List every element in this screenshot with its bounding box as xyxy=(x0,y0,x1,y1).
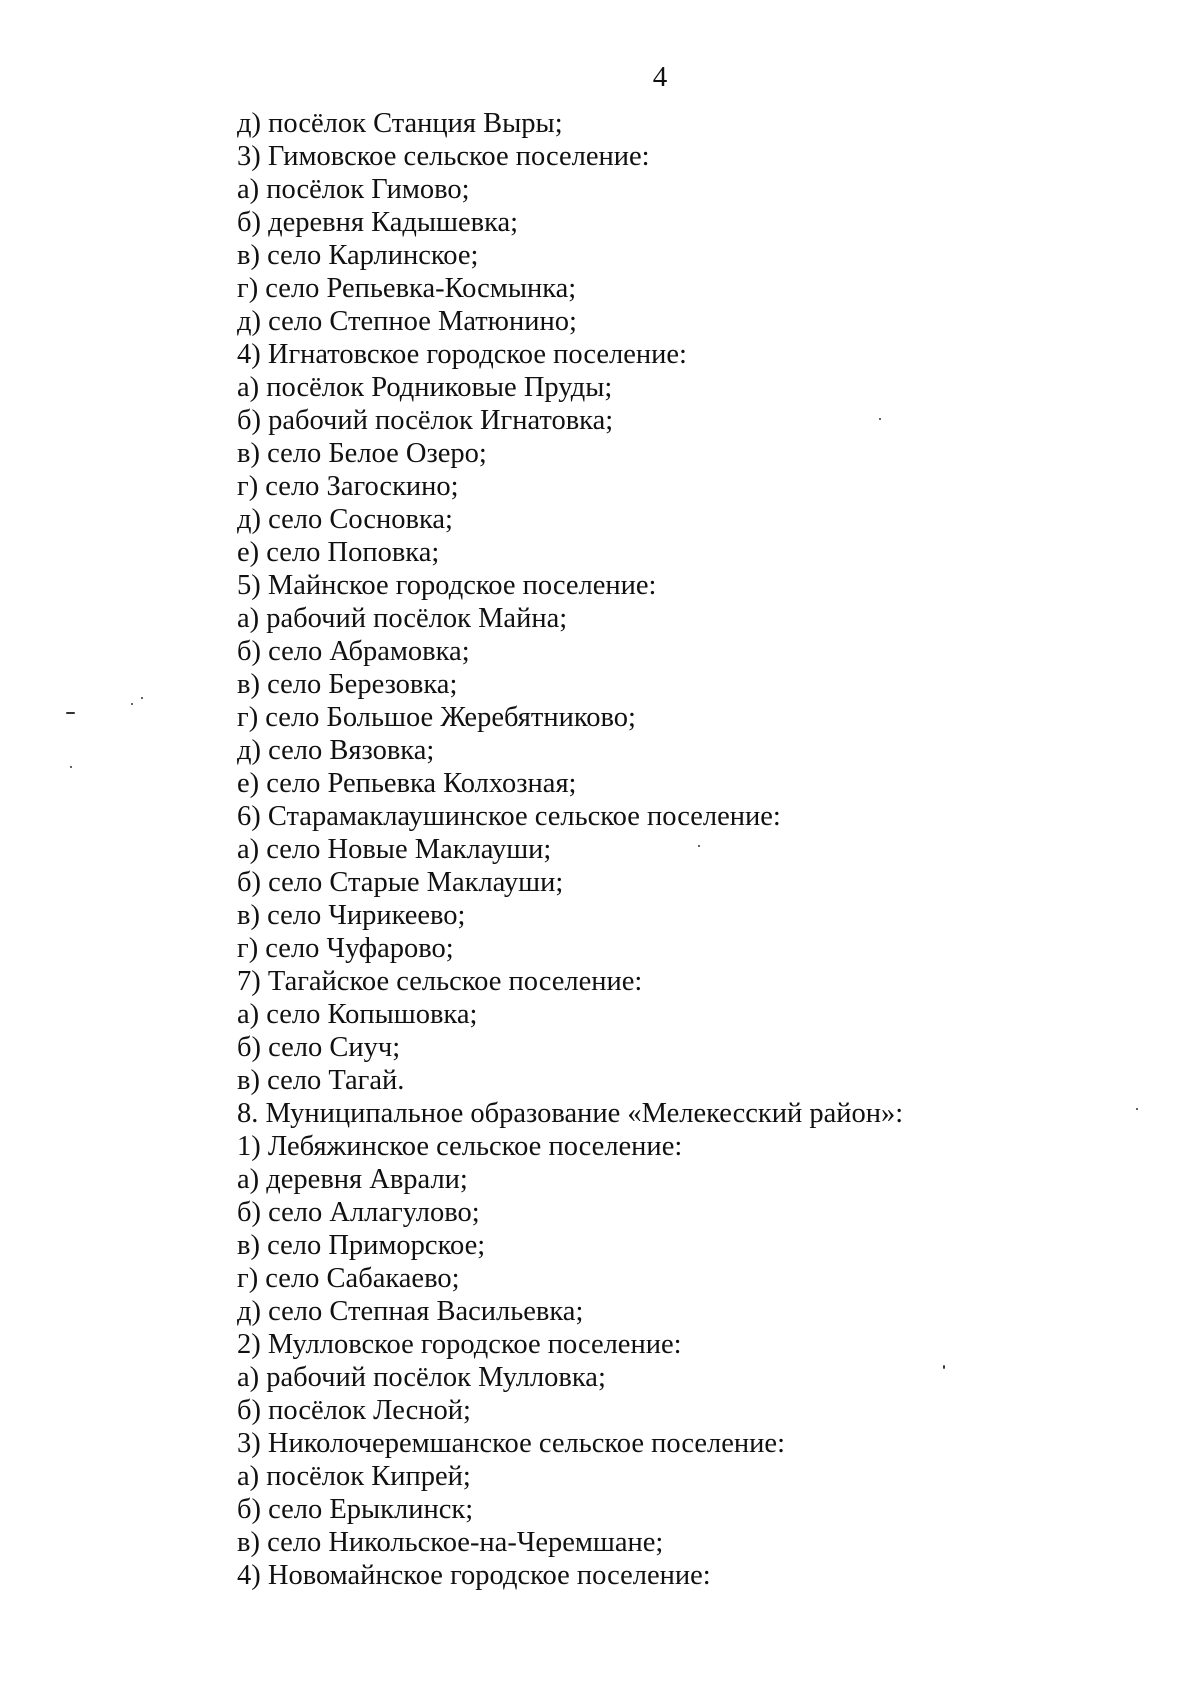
list-item: д) село Степная Васильевка; xyxy=(237,1296,584,1327)
list-item: г) село Чуфарово; xyxy=(237,933,454,964)
list-item: д) село Сосновка; xyxy=(237,504,453,535)
list-item: а) посёлок Родниковые Пруды; xyxy=(237,372,613,403)
scan-artifact xyxy=(1136,1108,1138,1110)
list-item: 8. Муниципальное образование «Мелекесский район»: xyxy=(237,1098,904,1129)
list-item: д) посёлок Станция Выры; xyxy=(237,108,563,139)
list-item: д) село Степное Матюнино; xyxy=(237,306,577,337)
list-item: г) село Сабакаево; xyxy=(237,1263,460,1294)
list-item: б) деревня Кадышевка; xyxy=(237,207,519,238)
list-item: б) рабочий посёлок Игнатовка; xyxy=(237,405,614,436)
list-item: г) село Репьевка-Космынка; xyxy=(237,273,577,304)
list-item: а) деревня Аврали; xyxy=(237,1164,468,1195)
list-item: а) посёлок Кипрей; xyxy=(237,1461,471,1492)
list-item: 5) Майнское городское поселение: xyxy=(237,570,657,601)
list-item: а) рабочий посёлок Мулловка; xyxy=(237,1362,606,1393)
list-item: в) село Тагай. xyxy=(237,1065,405,1096)
list-item: в) село Никольское-на-Черемшане; xyxy=(237,1527,664,1558)
list-item: б) село Старые Маклауши; xyxy=(237,867,564,898)
list-item: е) село Репьевка Колхозная; xyxy=(237,768,577,799)
list-item: а) село Новые Маклауши; xyxy=(237,834,552,865)
list-item: б) посёлок Лесной; xyxy=(237,1395,471,1426)
list-item: а) село Копышовка; xyxy=(237,999,478,1030)
scan-artifact xyxy=(66,712,75,714)
list-item: 2) Мулловское городское поселение: xyxy=(237,1329,682,1360)
list-item: 7) Тагайское сельское поселение: xyxy=(237,966,643,997)
list-item: б) село Аллагулово; xyxy=(237,1197,480,1228)
scan-artifact xyxy=(70,766,72,768)
scan-artifact xyxy=(698,845,700,847)
list-item: д) село Вязовка; xyxy=(237,735,435,766)
list-item: 3) Гимовское сельское поселение: xyxy=(237,141,650,172)
list-item: 6) Старамаклаушинское сельское поселение: xyxy=(237,801,781,832)
list-item: е) село Поповка; xyxy=(237,537,440,568)
page-number: 4 xyxy=(652,61,668,93)
list-item: 4) Игнатовское городское поселение: xyxy=(237,339,687,370)
list-item: г) село Большое Жеребятниково; xyxy=(237,702,636,733)
list-item: б) село Абрамовка; xyxy=(237,636,470,667)
scan-artifact xyxy=(141,697,143,699)
list-item: 3) Николочеремшанское сельское поселение: xyxy=(237,1428,785,1459)
document-text xyxy=(237,107,1137,1592)
scan-artifact xyxy=(879,418,881,420)
list-item: в) село Березовка; xyxy=(237,669,458,700)
list-item: а) посёлок Гимово; xyxy=(237,174,470,205)
list-item: 4) Новомайнское городское поселение: xyxy=(237,1560,711,1591)
list-item: в) село Белое Озеро; xyxy=(237,438,487,469)
list-item: б) село Ерыклинск; xyxy=(237,1494,474,1525)
list-item: б) село Сиуч; xyxy=(237,1032,401,1063)
list-item: г) село Загоскино; xyxy=(237,471,459,502)
list-item: в) село Карлинское; xyxy=(237,240,479,271)
list-item: в) село Чирикеево; xyxy=(237,900,466,931)
list-item: 1) Лебяжинское сельское поселение: xyxy=(237,1131,683,1162)
scan-artifact xyxy=(131,703,133,705)
scan-artifact xyxy=(943,1365,945,1369)
list-item: в) село Приморское; xyxy=(237,1230,486,1261)
list-item: а) рабочий посёлок Майна; xyxy=(237,603,568,634)
